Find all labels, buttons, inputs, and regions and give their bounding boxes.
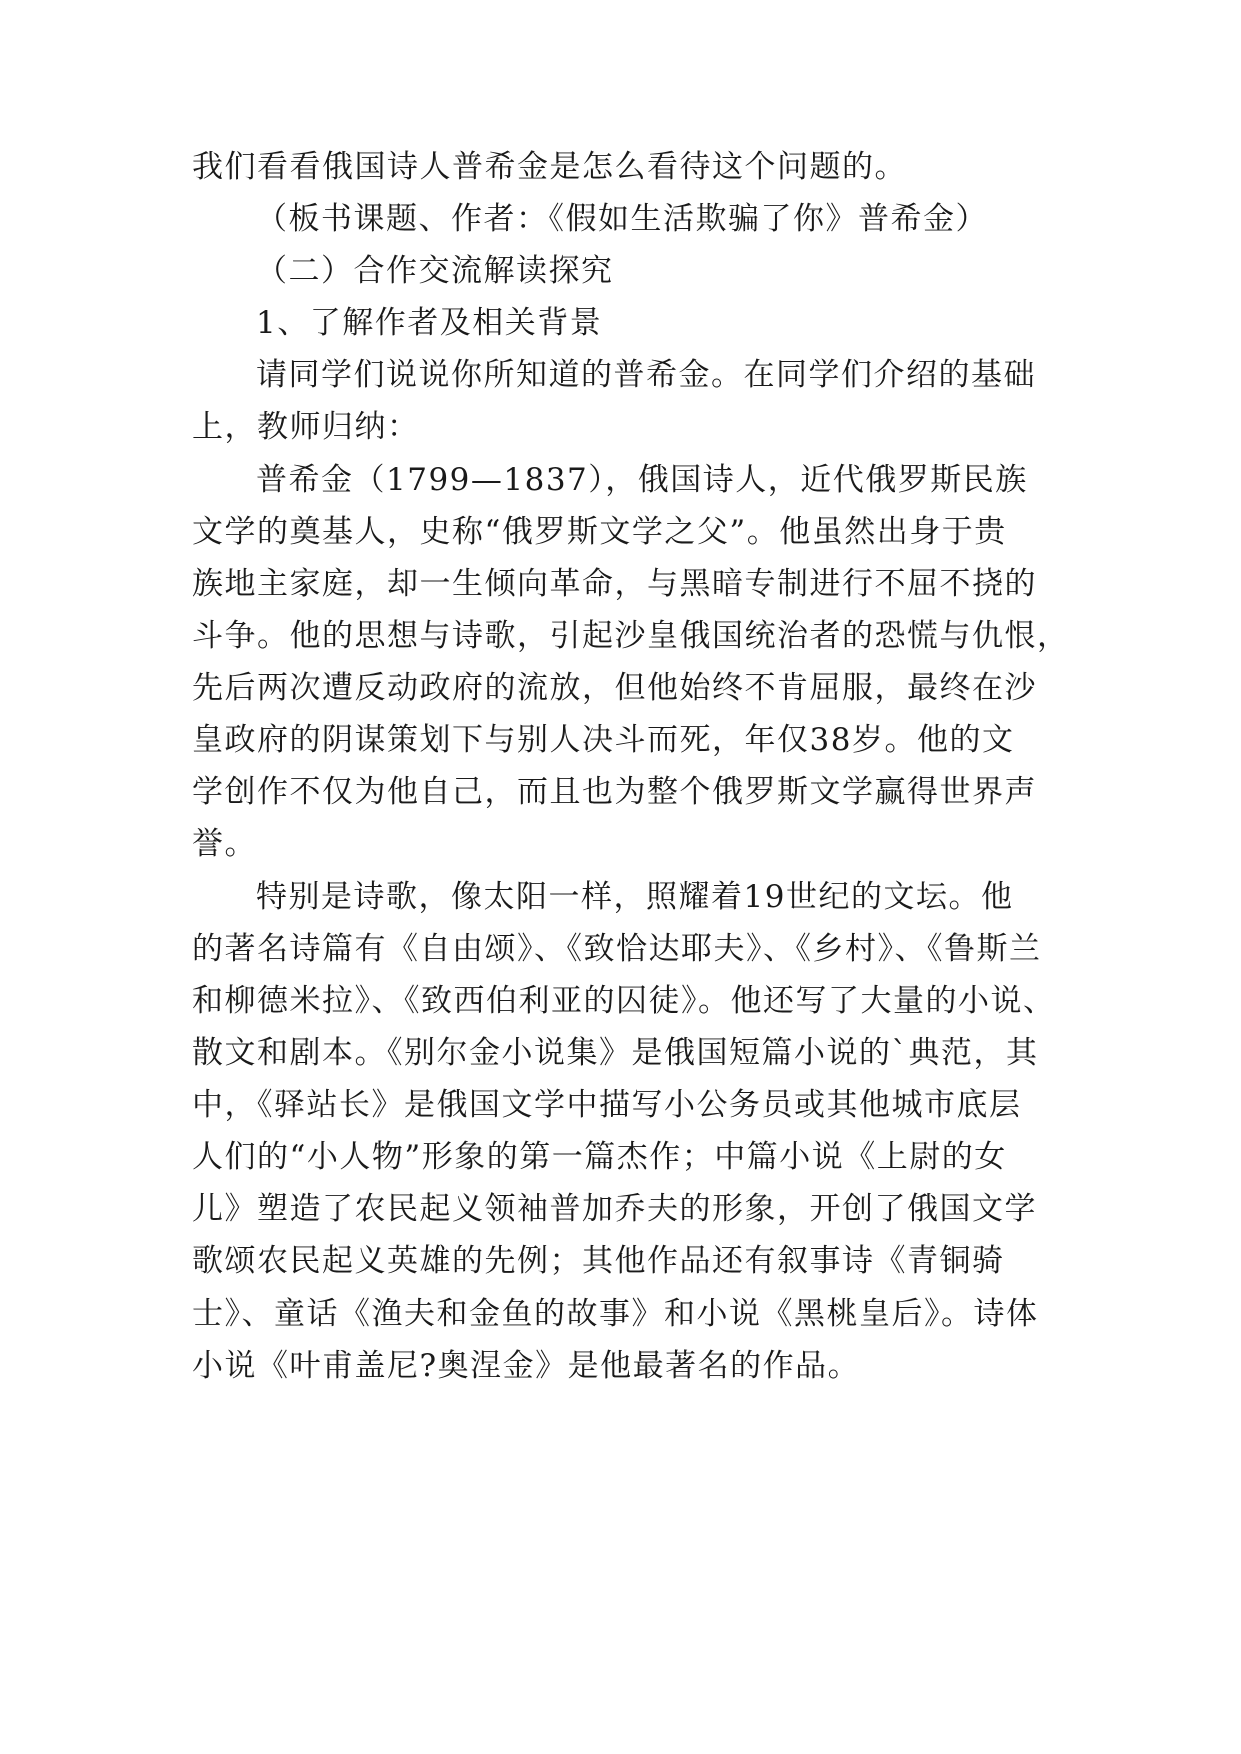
- text-line: 学创作不仅为他自己，而且也为整个俄罗斯文学赢得世界声: [192, 774, 1037, 810]
- text-line: 普希金（1799—1837），俄国诗人，近代俄罗斯民族: [256, 462, 1028, 498]
- subsection-heading: 1、了解作者及相关背景: [256, 305, 603, 341]
- text-line: 的著名诗篇有《自由颂》、《致恰达耶夫》、《乡村》、《鲁斯兰: [192, 931, 1042, 967]
- text-line: 上，教师归纳：: [192, 409, 420, 445]
- section-heading: （二）合作交流解读探究: [256, 253, 614, 289]
- text-line: （板书课题、作者：《假如生活欺骗了你》普希金）: [256, 201, 988, 237]
- text-line: 斗争。他的思想与诗歌，引起沙皇俄国统治者的恐慌与仇恨，: [192, 618, 1070, 654]
- text-line: 小说《叶甫盖尼?奥涅金》是他最著名的作品。: [192, 1348, 861, 1384]
- text-line: 誉。: [192, 826, 257, 862]
- text-line: 皇政府的阴谋策划下与别人决斗而死，年仅38岁。他的文: [192, 722, 1015, 758]
- text-line: 特别是诗歌，像太阳一样，照耀着19世纪的文坛。他: [256, 879, 1014, 915]
- text-line: 人们的“小人物”形象的第一篇杰作；中篇小说《上尉的女: [192, 1139, 1007, 1175]
- text-line: 文学的奠基人，史称“俄罗斯文学之父”。他虽然出身于贵: [192, 514, 1007, 550]
- text-line: 族地主家庭，却一生倾向革命，与黑暗专制进行不屈不挠的: [192, 566, 1037, 602]
- text-line: 我们看看俄国诗人普希金是怎么看待这个问题的。: [192, 149, 907, 185]
- text-line: 散文和剧本。《别尔金小说集》是俄国短篇小说的`典范，其: [192, 1035, 1039, 1071]
- text-line: 请同学们说说你所知道的普希金。在同学们介绍的基础: [256, 357, 1036, 393]
- text-line: 歌颂农民起义英雄的先例；其他作品还有叙事诗《青铜骑: [192, 1243, 1005, 1279]
- text-line: 士》、童话《渔夫和金鱼的故事》和小说《黑桃皇后》。诗体: [192, 1296, 1039, 1332]
- text-line: 先后两次遭反动政府的流放，但他始终不肯屈服，最终在沙: [192, 670, 1037, 706]
- text-line: 和柳德米拉》、《致西伯利亚的囚徒》。他还写了大量的小说、: [192, 983, 1056, 1019]
- text-line: 儿》塑造了农民起义领袖普加乔夫的形象，开创了俄国文学: [192, 1191, 1037, 1227]
- text-line: 中，《驿站长》是俄国文学中描写小公务员或其他城市底层: [192, 1087, 1022, 1123]
